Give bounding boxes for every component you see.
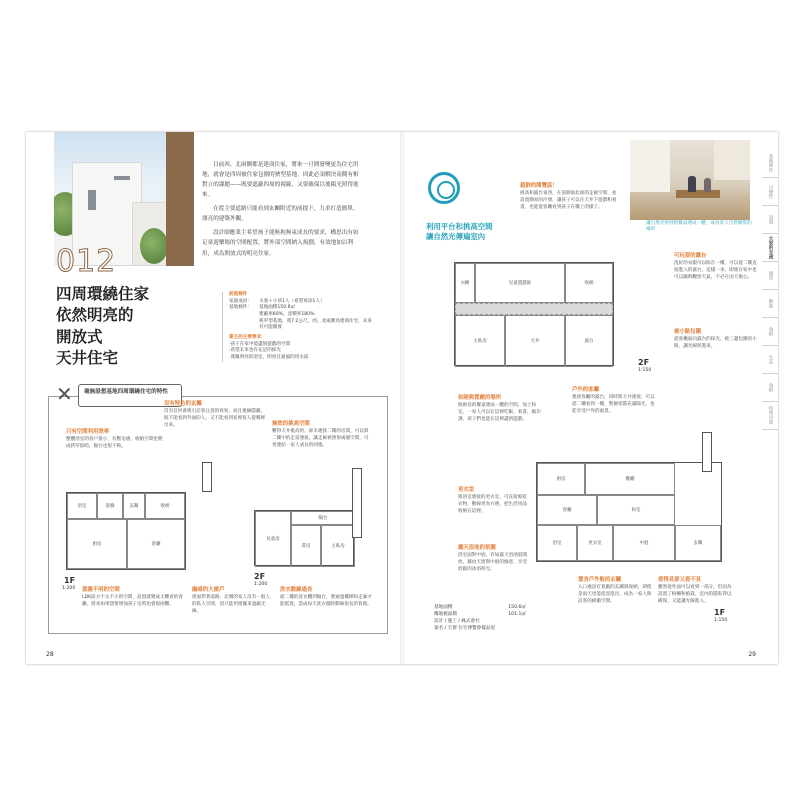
left-page <box>26 132 402 664</box>
chapter-tab[interactable]: 個景 <box>762 262 778 290</box>
floor-plan-1f-before: 浴室 洗臉 玄關 客廳 廚房 收納 <box>66 492 186 570</box>
note-space-efficiency: 只有空間利用效率 整體浴室的客戶很小，有壓迫感，收納空間也變成狹窄陰暗，陽台也很不夠。 <box>66 429 163 449</box>
floor-label-2f: 2F <box>254 572 266 581</box>
note-terrace: 可玩耍的露台 洗好的衣服可以晾在一樓，可以從二樓直接進入的露台，這樣一來，即使在家中也可以隨時觀察天氣，不必在雨天擔心。 <box>674 253 757 280</box>
chapter-tab[interactable]: 收納 <box>762 374 778 402</box>
bad-example-callout: ✕ 毫無設想基地四周環繞住宅的特性 <box>56 384 186 408</box>
page-number: 29 <box>748 651 756 658</box>
requirements-box: 前提條件 家庭成員： 夫妻＋小孩1人（希望再添1人） 基地條件： 基地面積150.6㎡ 建蔽率60%、容積率180% 狹窄型基地，寬7.2公尺、西、北兩側為建商住宅，未來有可能開發 業主的主要要求 ‧孩子在家中能盡情遊戲的空間 ‧希望未來也有充足的採光 ‧寬敞明亮的浴室，明亮且通風的用水區 <box>222 292 372 362</box>
chapter-tab-active[interactable]: 大家的交流 <box>762 234 778 262</box>
plan-entry-path <box>702 432 712 472</box>
scale-label-2f: 1:200 <box>254 582 268 587</box>
note-void: 無效的挑高空間 難得天井挑高的，卻未連接二樓的房間，可以與二樓中的走道連接，讓走廊被照射兩個空間，可更連結一家人成長的回憶。 <box>272 421 369 448</box>
floor-label-1f: 1F <box>64 576 76 585</box>
intro-text: 目前西、北兩側都是建商住家，將來一旦開發變更為住宅用地，就會是四周被住家包圍的狹型基地。因此必須解決南側有相對立的課題——既要遮蔽四周的視線，又要確保以後陽光照得進來。 在從主要道路只能看到玄關附近的前提下，力求打造簡單、漂亮的建築外觀。 設計師應業主希望孩子能無拘無束成長的要求，構思出有如足童遊樂場的空間配置，將外部空間納入規劃，有效地加以利用，成為開放式的明亮住家。 <box>202 162 359 257</box>
plan-porch <box>202 462 212 492</box>
note-entrance: 沒有特色的玄關 沒有任何會吸引訪客注意的效果，而且視線隱藏，既不能看到外面的人，又不能看到家裡客人從哪裡出來。 <box>164 401 266 428</box>
floor-label-1f-after: 1F <box>714 608 726 617</box>
photo-caption: 讓自然光照到的餐桌連成一體，成為家人自然聚集的場所 <box>646 221 752 233</box>
note-bath: 露天浴池的氛圍 浴室面對中庭，有如露天浴池般開放，藉由天窗與中庭的綠意，享受放鬆的沐浴時光。 <box>458 545 527 572</box>
plan-side-strip <box>352 468 362 538</box>
chapter-tab[interactable]: 收納 <box>762 318 778 346</box>
decorative-bar <box>166 132 194 266</box>
scale-label-1f-after: 1:150 <box>714 618 728 623</box>
right-page <box>402 132 778 664</box>
chapter-tab[interactable]: 特殊房間 <box>762 402 778 430</box>
section-title: 利用平台和挑高空間 讓自然光傳遍室內 <box>426 222 493 241</box>
spec-box: 基地面積 150.6㎡ 樓地板面積 101.1㎡ 設計 / 施工 / 株式會社 案名 / 天窗 住宅博覽會樣品屋 <box>434 605 526 632</box>
article-number: 012 <box>56 244 117 279</box>
floor-plan-1f-after: 廚房 餐廳 客廳 和室 浴室 更衣室 中庭 玄關 <box>536 462 722 562</box>
note-privacy: 看得見卻又看不見 雖然從外面可以看到一部分，但因為設置了格柵和植栽，室內的隱私得以確保，又能讓光線進入。 <box>658 577 732 604</box>
floor-plan-2f-after: 兒童遊戲區 主臥房 露台 天井 衣櫥 收納 <box>454 262 614 366</box>
note-dark-window: 幽暗的大窗戶 窗面對著道路，北側的家人沒有一般人的私人空間，因只能用窗簾來遮蔽光線。 <box>192 587 271 614</box>
scale-label: 1:200 <box>62 586 76 591</box>
floor-label-2f-after: 2F <box>638 358 650 367</box>
floor-plan-2f-before: 兒童房 書房 主臥房 陽台 <box>254 510 354 566</box>
chapter-tab[interactable]: 動線 <box>762 290 778 318</box>
note-dressing: 更衣室 與浴室連接的更衣室，可直接晾乾衣物，動線更為方便，把生活用品收納在這裡。 <box>458 487 527 514</box>
scale-label-2f-after: 1:150 <box>638 368 652 373</box>
chapter-tabs <box>762 150 778 430</box>
target-icon <box>428 172 460 204</box>
cross-icon: ✕ <box>56 382 73 406</box>
chapter-tab[interactable]: 可變性 <box>762 178 778 206</box>
note-entrance-outdoor: 置身戶外般的玄關 入口處設有寬敞的玄關與收納，即使是雨天也能從容進出，成為一家人與訪客的緩衝空間。 <box>578 577 652 604</box>
chapter-tab[interactable]: 生活 <box>762 346 778 374</box>
page-title: 四周環繞住家 依然明亮的 開放式 天井住宅 <box>56 285 150 368</box>
note-reading: 超群的閱覽區！ 挑高和露台東西，在南側面北面的走廊空間，並設置簡易的沙發，讓孩子可以在天井下遊戲和看書，也能從客廳看到孩子在樓上的樣子。 <box>520 183 617 210</box>
interior-photo <box>630 140 750 220</box>
chapter-tab[interactable]: 基地條件 <box>762 150 778 178</box>
magazine-spread <box>26 132 778 664</box>
note-laundry: 洗衣動線過長 從二樓的洗衣機到陽台，要通過樓梯和走廊才能抵達，造成每天洗衣服時動線很長的負擔。 <box>280 587 372 607</box>
page-number: 28 <box>46 651 54 658</box>
note-alley: 被小路包圍 從客廳面向露台的採光，被三邊包圍的小路，讓光線照進來。 <box>674 329 757 349</box>
note-ldk: 意義不明的空間 LDK區方不太不小的空間，設置就變成太難看的客廳，將來如果想要增加孩子房時也會很困難。 <box>82 587 183 607</box>
chapter-tab[interactable]: 設置 <box>762 206 778 234</box>
note-outdoor-living: 戶外的客廳 連接客廳的露台，同時與天井連接，可以從二樓看到一樓，整個家都充滿陽光，也能享受戶外的風景。 <box>572 387 655 414</box>
note-dining: 和睦與寬敞的場所 與廚房的餐桌連成一體的空間，加上和室，一家人可以在這裡吃飯、看書、做功課，孩子們也能在這裡盡情遊戲。 <box>458 395 541 422</box>
